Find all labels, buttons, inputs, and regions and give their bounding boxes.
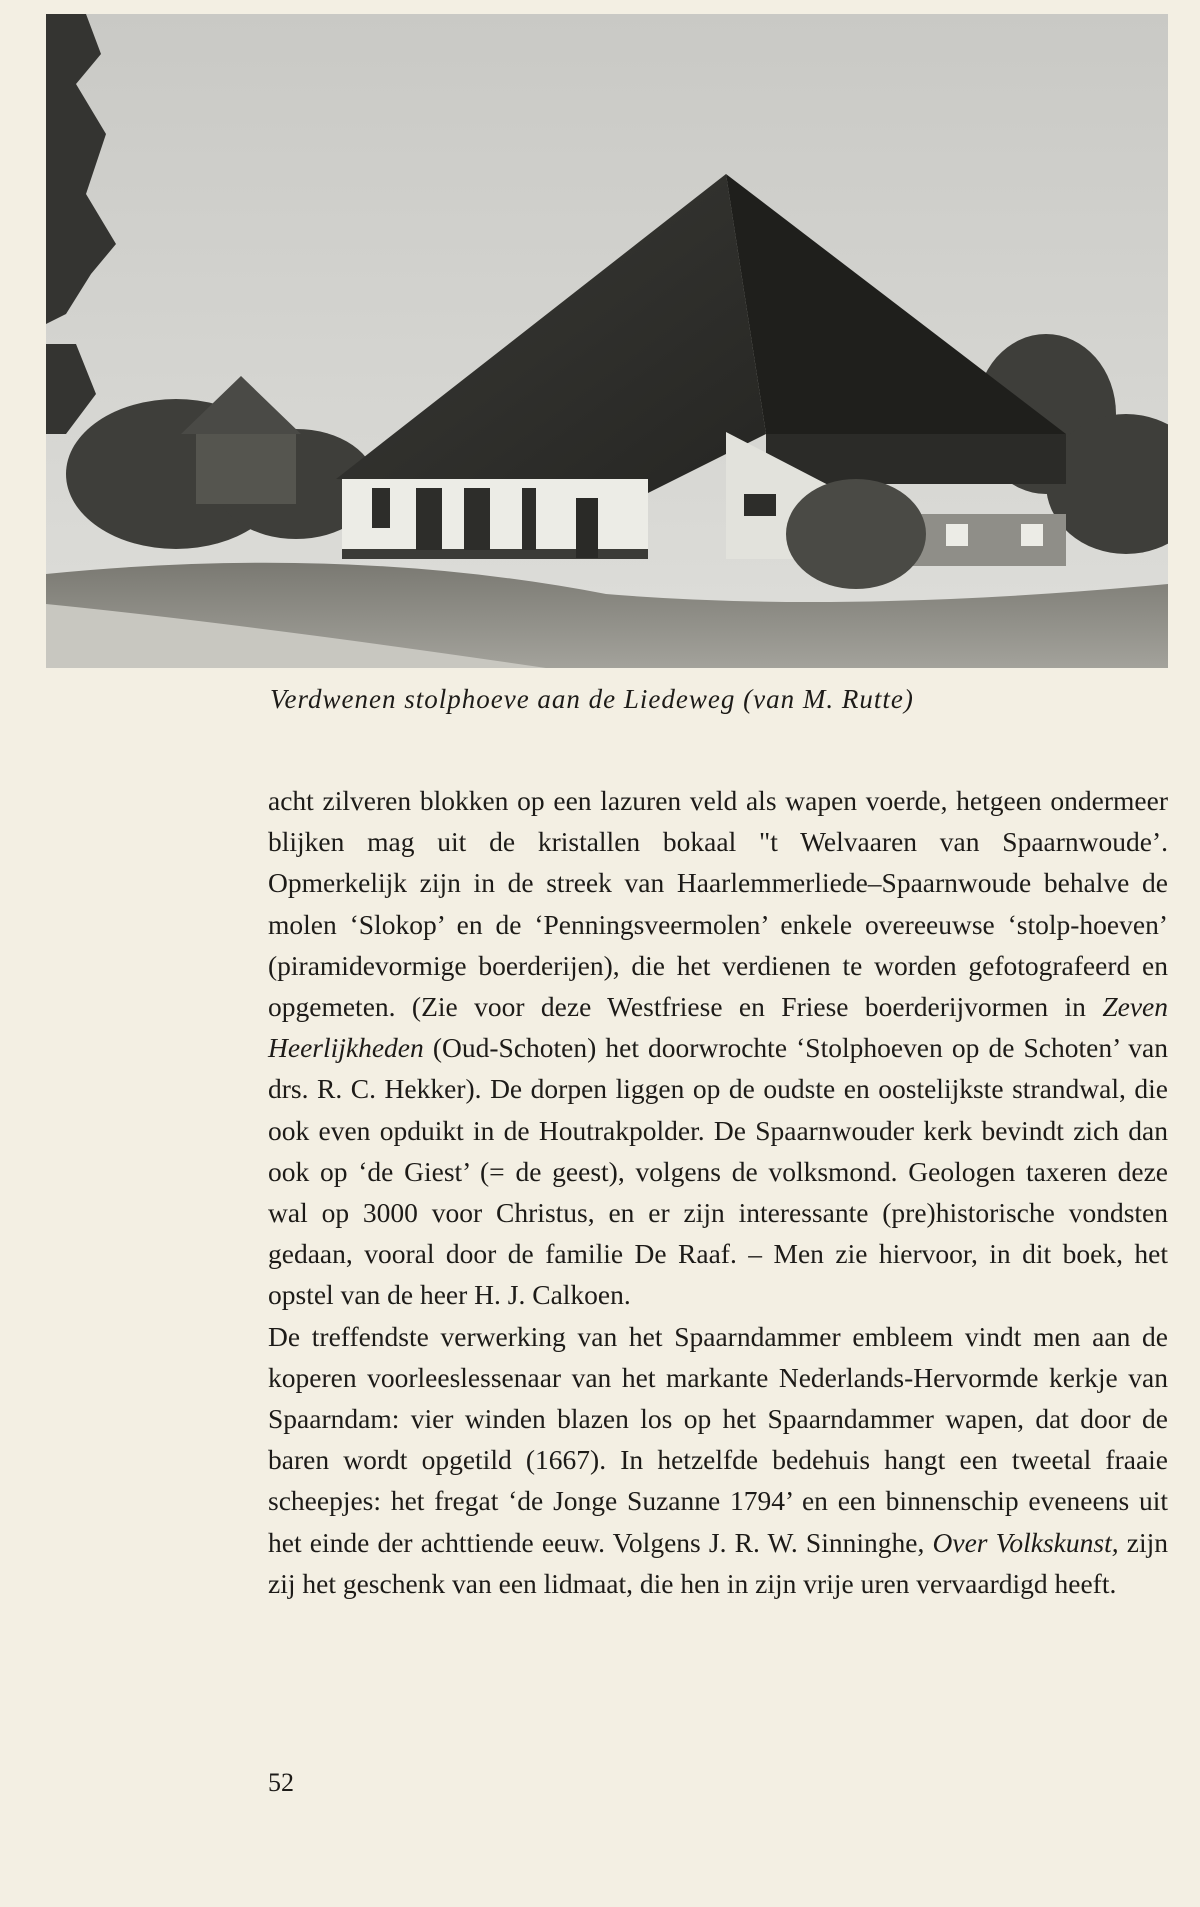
paragraph-1: acht zilveren blokken op een lazuren veld als wapen voerde, hetgeen ondermeer blijken mag uit de kristallen bokaal "t Welvaaren van Spaarnwoude’. Opmerkelijk zijn in de streek van Haarlemmerliede–Spaarnwoude behalve de molen ‘Slokop’ en de ‘Penningsveermolen’ enkele overeeuwse ‘stolp-hoeven’ (piramidevormige boerderijen), die het verdienen te worden gefotografeerd en opgemeten. (Zie voor deze Westfriese en Friese boerderijvormen in Zeven Heerlijkheden (Oud-Schoten) het doorwrochte ‘Stolphoeven op de Schoten’ van drs. R. C. Hekker). De dorpen liggen op de oudste en oostelijkste strandwal, die ook even opduikt in de Houtrakpolder. De Spaarnwouder kerk bevindt zich dan ook op ‘de Giest’ (= de geest), volgens de volksmond. Geologen taxeren deze wal op 3000 voor Christus, en er zijn interessante (pre)historische vondsten gedaan, vooral door de familie De Raaf. – Men zie hiervoor, in dit boek, het opstel van de heer H. J. Calkoen.: [268, 785, 1168, 1311]
stolphoeve-illustration: [46, 14, 1168, 668]
book-title-over-volkskunst: Over Volkskunst,: [932, 1526, 1119, 1558]
farmhouse-photo: [46, 14, 1168, 668]
book-title-zeven-heerlijkheden: Zeven Heerlijkheden: [268, 991, 1168, 1064]
photo-caption: Verdwenen stolphoeve aan de Liedeweg (van M. Rutte): [270, 684, 914, 714]
bush: [786, 479, 926, 589]
body-text: [268, 780, 1168, 1604]
page-number: 52: [268, 1768, 294, 1797]
paragraph-2: De treffendste verwerking van het Spaarndammer embleem vindt men aan de koperen voorleeslessenaar van het markante Nederlands-Hervormde kerkje van Spaarndam: vier winden blazen los op het Spaarndammer wapen, dat door de baren wordt opgetild (1667). In hetzelfde bedehuis hangt een tweetal fraaie scheepjes: het fregat ‘de Jonge Suzanne 1794’ en een binnenschip eveneens uit het einde der achttiende eeuw. Volgens J. R. W. Sinninghe, Over Volkskunst, zijn zij het geschenk van een lidmaat, die hen in zijn vrije uren vervaardigd heeft.: [268, 1320, 1168, 1599]
